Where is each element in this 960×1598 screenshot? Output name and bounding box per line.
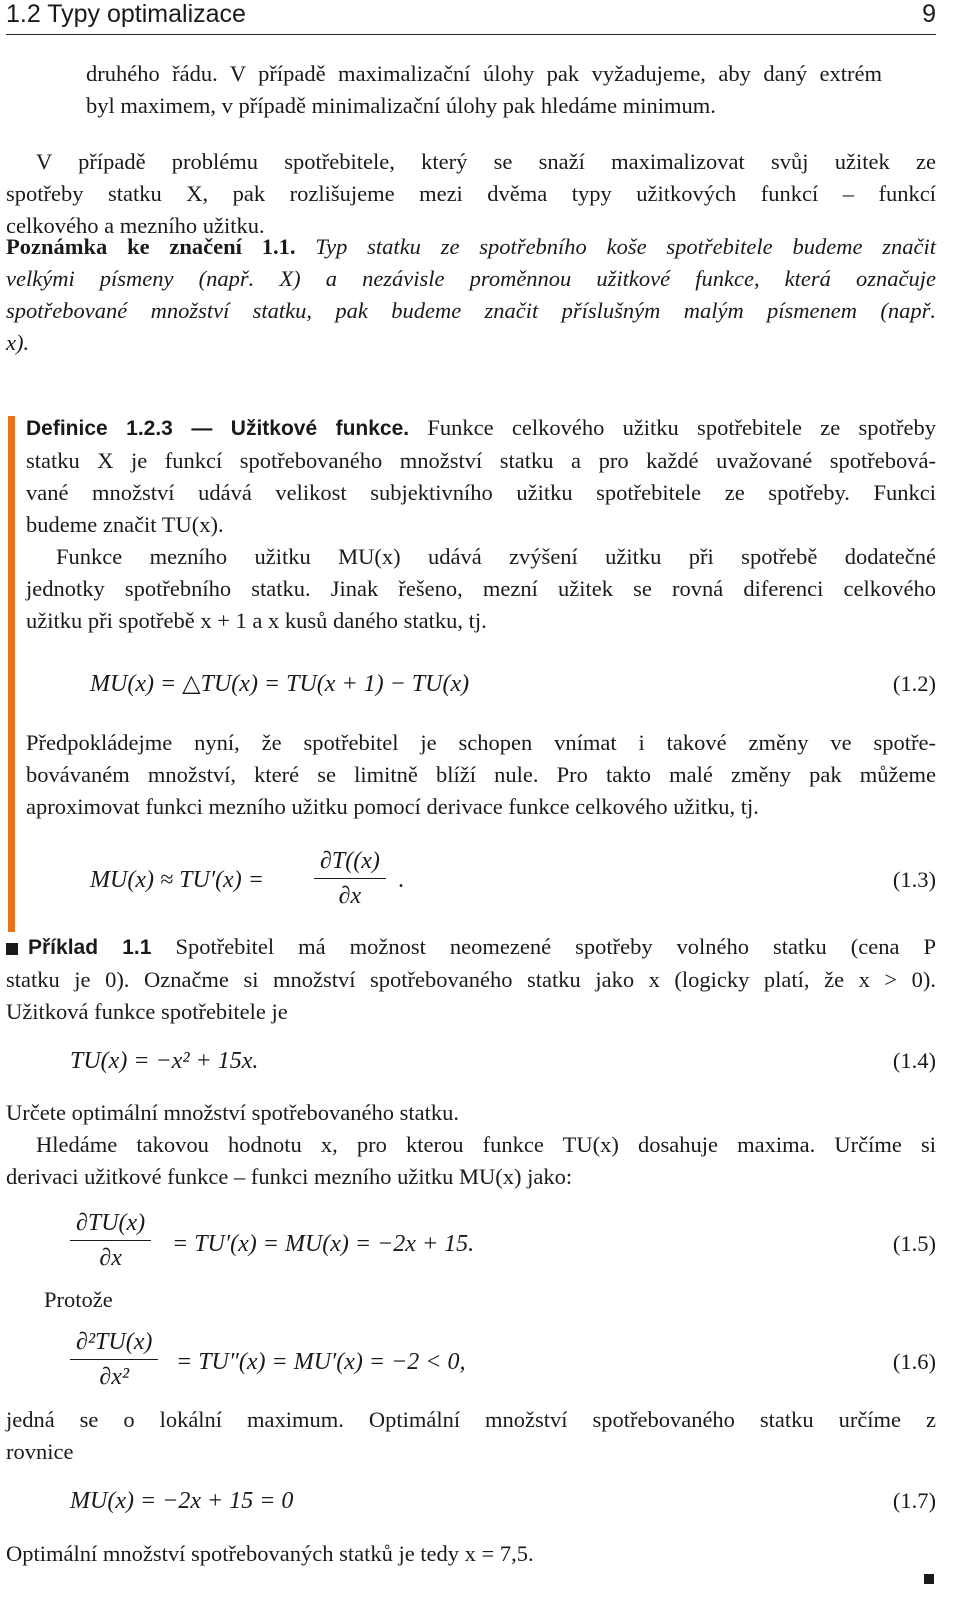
equation-1-4: TU(x) = −x² + 15x. <box>70 1048 259 1074</box>
fraction-denominator: ∂x <box>338 883 362 909</box>
text-line: V případě problému spotřebitele, který se snaží maximalizovat svůj užitek ze <box>36 149 936 174</box>
definition-accent-bar <box>8 416 15 932</box>
text-line: Předpokládejme nyní, že spotřebitel je schopen vnímat i takové změny ve spotře- <box>26 730 936 755</box>
protoze-label: Protože <box>44 1287 113 1312</box>
text-line: Funkce mezního užitku MU(x) udává zvýšení užitku při spotřebě dodatečné <box>56 544 936 569</box>
equation-number: (1.7) <box>892 1488 936 1513</box>
consumer-paragraph <box>6 146 936 242</box>
remark-label: Poznámka ke značení 1.1. <box>6 234 296 259</box>
example-continuation <box>6 1097 936 1193</box>
fraction-numerator: ∂²TU(x) <box>70 1327 158 1360</box>
text-line: statku je 0). Označme si množství spotřebovaného statku jako x (logicky platí, že x > 0). <box>6 967 936 992</box>
equation-1-5-rhs: = TU′(x) = MU(x) = −2x + 15. <box>172 1231 475 1257</box>
text-line: x). <box>6 330 30 355</box>
equation-number: (1.5) <box>892 1231 936 1256</box>
fraction-denominator: ∂x <box>99 1245 122 1271</box>
equation-1-7: MU(x) = −2x + 15 = 0 <box>70 1488 294 1514</box>
equation-number: (1.6) <box>892 1349 936 1374</box>
text-line: bovávaném množství, které se limitně blíží nule. Pro takto malé změny pak můžeme <box>26 762 936 787</box>
equation-number: (1.2) <box>892 671 936 696</box>
text-line: Užitková funkce spotřebitele je <box>6 999 288 1024</box>
text-line: derivaci užitkové funkce – funkci mezního užitku MU(x) jako: <box>6 1164 573 1189</box>
notation-remark <box>6 231 936 359</box>
text-line: spotřebované množství statku, pak budeme značit příslušným malým písmenem (např. <box>6 298 936 323</box>
definition-label: Definice 1.2.3 — Užitkové funkce. <box>26 417 410 440</box>
conclusion-line: Optimální množství spotřebovaných statků je tedy x = 7,5. <box>6 1541 534 1566</box>
section-title: 1.2 Typy optimalizace <box>6 0 246 28</box>
page-number: 9 <box>922 0 936 28</box>
text-line: Spotřebitel má možnost neomezené spotřeby volného statku (cena P <box>175 934 936 959</box>
text-line: Určete optimální množství spotřebovaného statku. <box>6 1100 460 1125</box>
text-line: jedná se o lokální maximum. Optimální množství spotřebovaného statku určíme z <box>6 1407 936 1432</box>
text-line: celkového a mezního užitku. <box>6 213 265 238</box>
intro-paragraph <box>86 58 882 122</box>
fraction-numerator: ∂T((x) <box>314 846 386 879</box>
text-line: užitku při spotřebě x + 1 a x kusů daného statku, tj. <box>26 608 487 633</box>
text-line: statku X je funkcí spotřebovaného množství statku a pro každé uvažované spotřebová- <box>26 448 936 473</box>
fraction-denominator: ∂x² <box>99 1364 130 1390</box>
example-block <box>6 931 936 1028</box>
text-line: Typ statku ze spotřebního koše spotřebitele budeme značit <box>315 234 937 259</box>
equation-1-3-dot: . <box>398 867 404 893</box>
example-label: Příklad 1.1 <box>28 936 152 959</box>
equation-1-3-fraction <box>314 846 386 911</box>
text-line: jednotky spotřebního statku. Jinak řešeno, mezní užitek se rovná diferenci celkového <box>26 576 936 601</box>
equation-1-5-fraction <box>70 1208 151 1273</box>
definition-block <box>26 412 936 637</box>
equation-1-3-lhs: MU(x) ≈ TU′(x) = <box>90 867 264 893</box>
text-line: budeme značit TU(x). <box>26 512 224 537</box>
text-line: Hledáme takovou hodnotu x, pro kterou funkce TU(x) dosahuje maxima. Určíme si <box>36 1132 936 1157</box>
text-line: vané množství udává velikost subjektivního užitku spotřebitele ze spotřeby. Funkci <box>26 480 936 505</box>
text-line: aproximovat funkci mezního užitku pomocí derivace funkce celkového užitku, tj. <box>26 794 759 819</box>
text-line: druhého řádu. V případě maximalizační úlohy pak vyžadujeme, aby daný extrém <box>86 61 882 86</box>
text-line: byl maximem, v případě minimalizační úlohy pak hledáme minimum. <box>86 93 716 118</box>
equation-1-6-rhs: = TU″(x) = MU′(x) = −2 < 0, <box>176 1349 466 1375</box>
running-header <box>6 0 936 35</box>
text-line: velkými písmeny (např. X) a nezávisle proměnnou užitkové funkce, která označuje <box>6 266 936 291</box>
equation-1-6-fraction <box>70 1327 158 1392</box>
end-of-example-icon <box>924 1574 934 1584</box>
equation-1-2: MU(x) = △TU(x) = TU(x + 1) − TU(x) <box>90 671 470 697</box>
text-line: Funkce celkového užitku spotřebitele ze spotřeby <box>427 415 936 440</box>
example-bullet-icon <box>6 943 18 955</box>
fraction-numerator: ∂TU(x) <box>70 1208 151 1241</box>
text-line: rovnice <box>6 1439 74 1464</box>
equation-number: (1.3) <box>892 867 936 892</box>
text-line: spotřeby statku X, pak rozlišujeme mezi dvěma typy užitkových funkcí – funkcí <box>6 181 936 206</box>
equation-number: (1.4) <box>892 1048 936 1073</box>
definition-continuation <box>26 727 936 823</box>
maximum-paragraph <box>6 1404 936 1468</box>
